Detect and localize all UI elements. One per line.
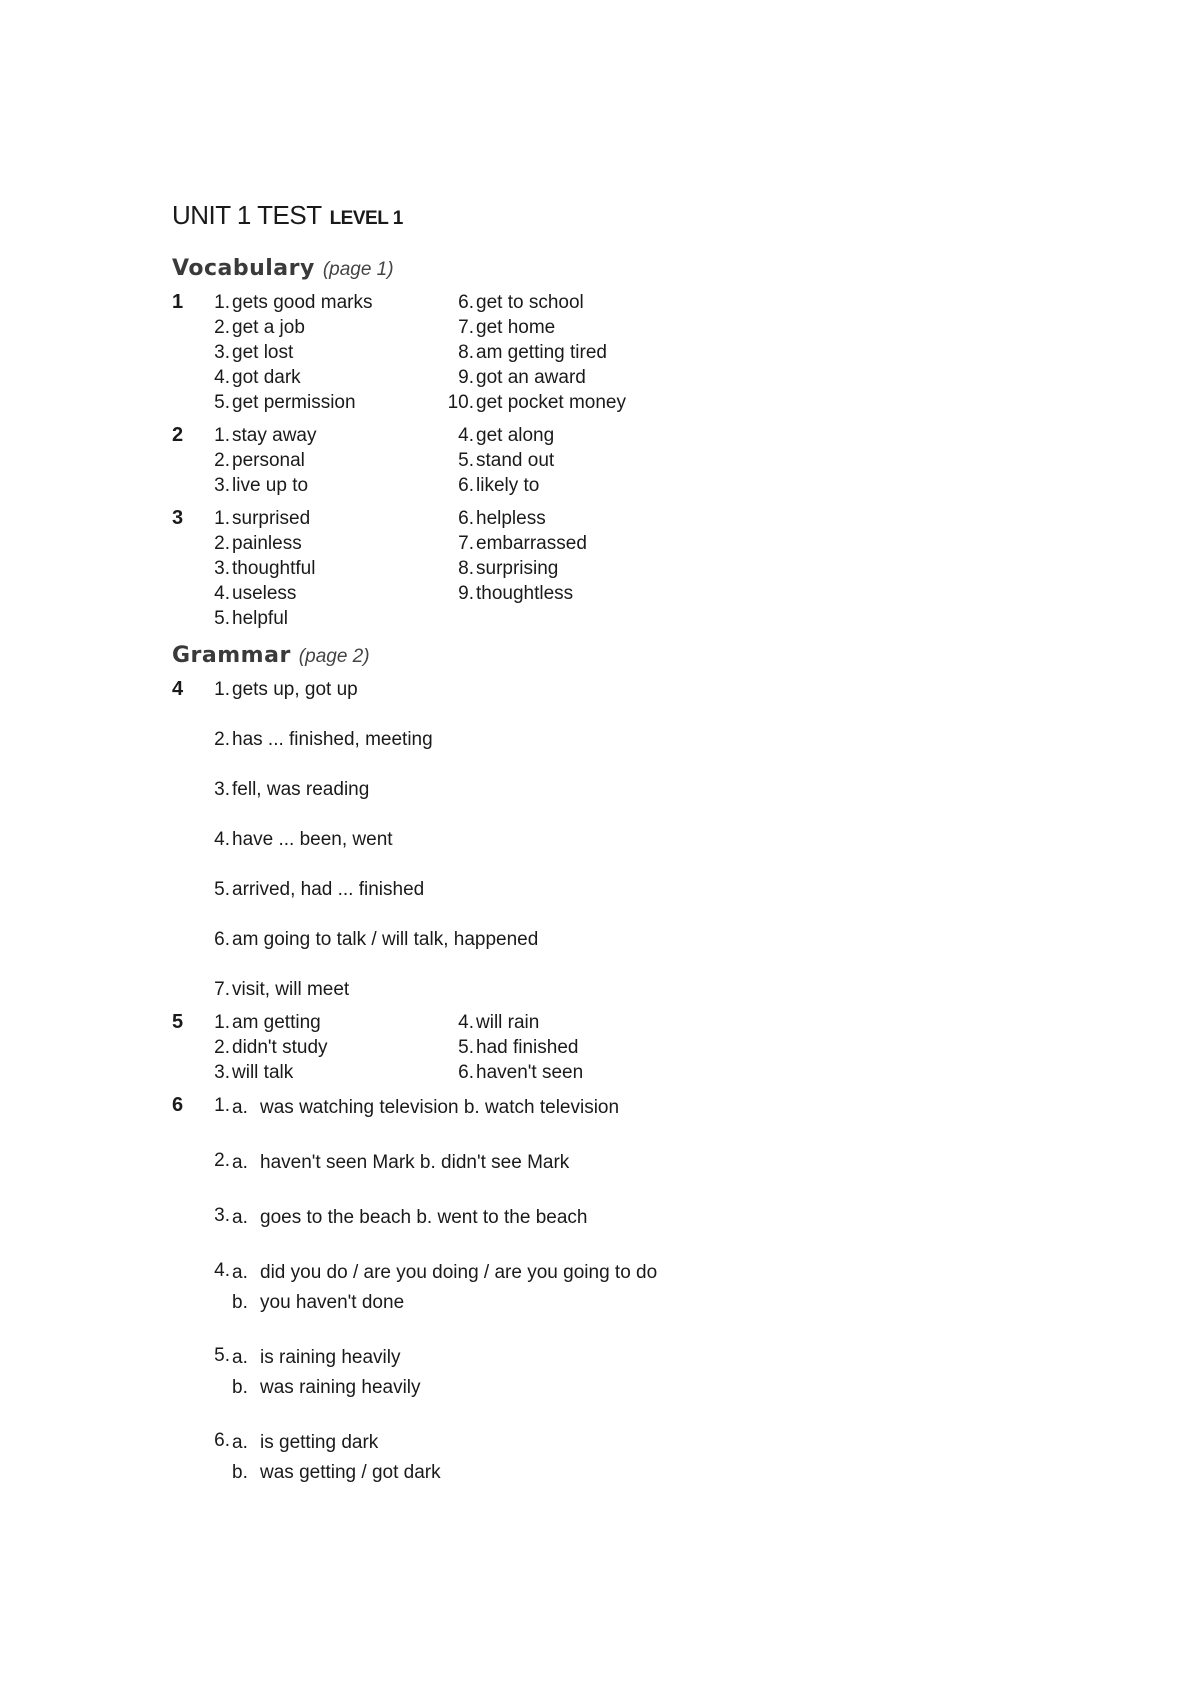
title-level: LEVEL 1 [329,208,403,229]
item-answer: helpless [476,508,546,529]
item-part [232,1093,619,1123]
item-answer: will rain [476,1012,540,1033]
item-answer: embarrassed [476,533,587,554]
part-letter: a. [232,1432,248,1453]
item-number: 2. [214,729,230,750]
item-number: 4. [458,1012,474,1033]
item-part [232,1203,587,1233]
item-number: 6. [214,1430,230,1451]
answer-item [444,315,688,340]
answer-item [200,340,444,365]
part-answer: goes to the beach b. went to the beach [260,1207,588,1228]
section-name: Grammar [172,643,291,668]
part-answer: was watching television b. watch television [260,1097,620,1118]
item-part [232,1343,421,1373]
answer-item [200,448,444,473]
item-number: 3. [214,779,230,800]
answer-column [444,1010,688,1085]
exercise-number: 3 [172,507,184,529]
answer-column [200,1093,657,1513]
item-number: 2. [214,450,230,471]
answer-item [200,365,444,390]
part-letter: a. [232,1347,248,1368]
answer-item [200,727,538,777]
item-number: 5. [214,879,230,900]
exercise-number: 1 [172,291,184,313]
answer-item [444,423,688,448]
item-parts [232,1093,619,1123]
item-number: 4. [214,1260,230,1281]
exercise-number: 6 [172,1094,184,1116]
answer-columns [200,1010,1072,1085]
answer-item [200,290,444,315]
item-answer: get pocket money [476,392,626,413]
item-number: 9. [458,367,474,388]
answer-item [200,1428,657,1488]
item-number: 1. [214,292,230,313]
part-letter: b. [232,1377,248,1398]
item-answer: get home [476,317,556,338]
item-number: 3. [214,1205,230,1226]
item-parts [232,1343,421,1403]
answer-item [444,506,688,531]
page-title [172,200,1072,230]
item-number: 3. [214,342,230,363]
part-answer: did you do / are you doing / are you going to do [260,1262,658,1283]
answer-item [200,1010,444,1035]
part-answer: haven't seen Mark b. didn't see Mark [260,1152,570,1173]
answer-item [200,1203,657,1233]
item-number: 4. [214,829,230,850]
item-answer: stay away [232,425,317,446]
answer-item [200,827,538,877]
answer-item [200,390,444,415]
answer-item [444,1010,688,1035]
answer-item [444,448,688,473]
answer-item [200,315,444,340]
item-answer: gets up, got up [232,679,358,700]
section-name: Vocabulary [172,256,315,281]
answer-columns [200,290,1072,415]
exercise-number: 2 [172,424,184,446]
part-letter: b. [232,1292,248,1313]
part-answer: is getting dark [260,1432,379,1453]
item-answer: get a job [232,317,305,338]
answer-item [444,531,688,556]
part-answer: you haven't done [260,1292,405,1313]
item-number: 2. [214,317,230,338]
item-number: 6. [458,1062,474,1083]
answer-item [200,506,444,531]
item-part [232,1288,657,1318]
item-answer: helpful [232,608,288,629]
exercise-4 [172,677,1072,1002]
answer-item [444,365,688,390]
item-answer: surprised [232,508,311,529]
item-answer: have ... been, went [232,829,393,850]
answer-item [444,581,688,606]
item-number: 3. [214,558,230,579]
item-part [232,1458,441,1488]
item-part [232,1148,569,1178]
part-letter: a. [232,1262,248,1283]
item-number: 1. [214,1095,230,1116]
grammar-heading [172,639,1072,673]
item-part [232,1373,421,1403]
item-number: 2. [214,1150,230,1171]
item-answer: stand out [476,450,555,471]
part-answer: was getting / got dark [260,1462,441,1483]
answer-columns [200,1093,1072,1513]
item-answer: will talk [232,1062,294,1083]
item-number: 7. [458,533,474,554]
answer-key-page [172,200,1072,1521]
answer-item [200,777,538,827]
vocabulary-heading [172,252,1072,286]
item-answer: arrived, had ... finished [232,879,425,900]
item-answer: surprising [476,558,559,579]
answer-item [200,581,444,606]
answer-item [200,927,538,977]
answer-column [444,290,688,415]
item-number: 4. [458,425,474,446]
item-number: 8. [458,558,474,579]
answer-item [444,340,688,365]
item-parts [232,1428,441,1488]
answer-item [200,606,444,631]
part-letter: b. [232,1462,248,1483]
page-reference: (page 1) [322,259,394,280]
item-number: 9. [458,583,474,604]
item-parts [232,1203,587,1233]
answer-item [444,556,688,581]
item-number: 5. [458,1037,474,1058]
item-number: 3. [214,1062,230,1083]
item-answer: get permission [232,392,356,413]
title-main: UNIT 1 TEST [172,200,322,230]
item-answer: thoughtless [476,583,574,604]
item-answer: am getting tired [476,342,607,363]
item-number: 6. [458,292,474,313]
item-number: 5. [214,392,230,413]
answer-column [444,506,688,631]
item-number: 2. [214,533,230,554]
item-number: 3. [214,475,230,496]
exercise-5 [172,1010,1072,1085]
item-part [232,1428,441,1458]
answer-item [200,473,444,498]
item-number: 6. [458,475,474,496]
answer-item [200,977,538,1002]
exercise-2 [172,423,1072,498]
answer-item [444,1060,688,1085]
exercise-number: 4 [172,678,184,700]
part-answer: was raining heavily [260,1377,421,1398]
item-number: 2. [214,1037,230,1058]
answer-column [200,506,444,631]
item-answer: haven't seen [476,1062,584,1083]
item-number: 10. [447,392,474,413]
exercise-1 [172,290,1072,415]
item-answer: painless [232,533,302,554]
item-answer: personal [232,450,305,471]
answer-item [444,473,688,498]
item-answer: get lost [232,342,294,363]
answer-item [444,390,688,415]
answer-item [200,556,444,581]
item-number: 5. [214,608,230,629]
item-number: 4. [214,583,230,604]
item-answer: get to school [476,292,584,313]
item-number: 1. [214,508,230,529]
item-number: 7. [214,979,230,1000]
item-parts [232,1258,657,1318]
item-number: 1. [214,425,230,446]
answer-item [200,1035,444,1060]
item-number: 7. [458,317,474,338]
answer-column [200,677,538,1002]
item-answer: am going to talk / will talk, happened [232,929,539,950]
answer-columns [200,506,1072,631]
item-answer: useless [232,583,297,604]
item-answer: live up to [232,475,309,496]
answer-item [200,1258,657,1318]
answer-item [444,290,688,315]
item-answer: got an award [476,367,586,388]
answer-item [200,677,538,727]
answer-item [200,877,538,927]
answer-column [200,423,444,498]
item-number: 6. [458,508,474,529]
exercise-6 [172,1093,1072,1513]
answer-item [200,531,444,556]
item-answer: am getting [232,1012,321,1033]
item-parts [232,1148,569,1178]
part-letter: a. [232,1097,248,1118]
item-answer: fell, was reading [232,779,370,800]
item-number: 4. [214,367,230,388]
item-answer: has ... finished, meeting [232,729,433,750]
item-answer: gets good marks [232,292,373,313]
item-answer: didn't study [232,1037,328,1058]
answer-column [200,290,444,415]
item-answer: likely to [476,475,540,496]
exercise-number: 5 [172,1011,184,1033]
item-number: 8. [458,342,474,363]
answer-item [200,423,444,448]
part-letter: a. [232,1207,248,1228]
item-number: 6. [214,929,230,950]
exercise-3 [172,506,1072,631]
answer-item [200,1148,657,1178]
part-answer: is raining heavily [260,1347,401,1368]
answer-column [444,423,688,498]
part-letter: a. [232,1152,248,1173]
answer-item [200,1343,657,1403]
answer-columns [200,423,1072,498]
answer-item [444,1035,688,1060]
item-part [232,1258,657,1288]
item-number: 1. [214,679,230,700]
answer-item [200,1093,657,1123]
item-number: 5. [214,1345,230,1366]
item-number: 1. [214,1012,230,1033]
item-answer: thoughtful [232,558,316,579]
page-reference: (page 2) [298,646,370,667]
answer-column [200,1010,444,1085]
item-answer: get along [476,425,555,446]
item-answer: visit, will meet [232,979,350,1000]
answer-columns [200,677,1072,1002]
item-answer: got dark [232,367,301,388]
item-number: 5. [458,450,474,471]
answer-item [200,1060,444,1085]
item-answer: had finished [476,1037,579,1058]
